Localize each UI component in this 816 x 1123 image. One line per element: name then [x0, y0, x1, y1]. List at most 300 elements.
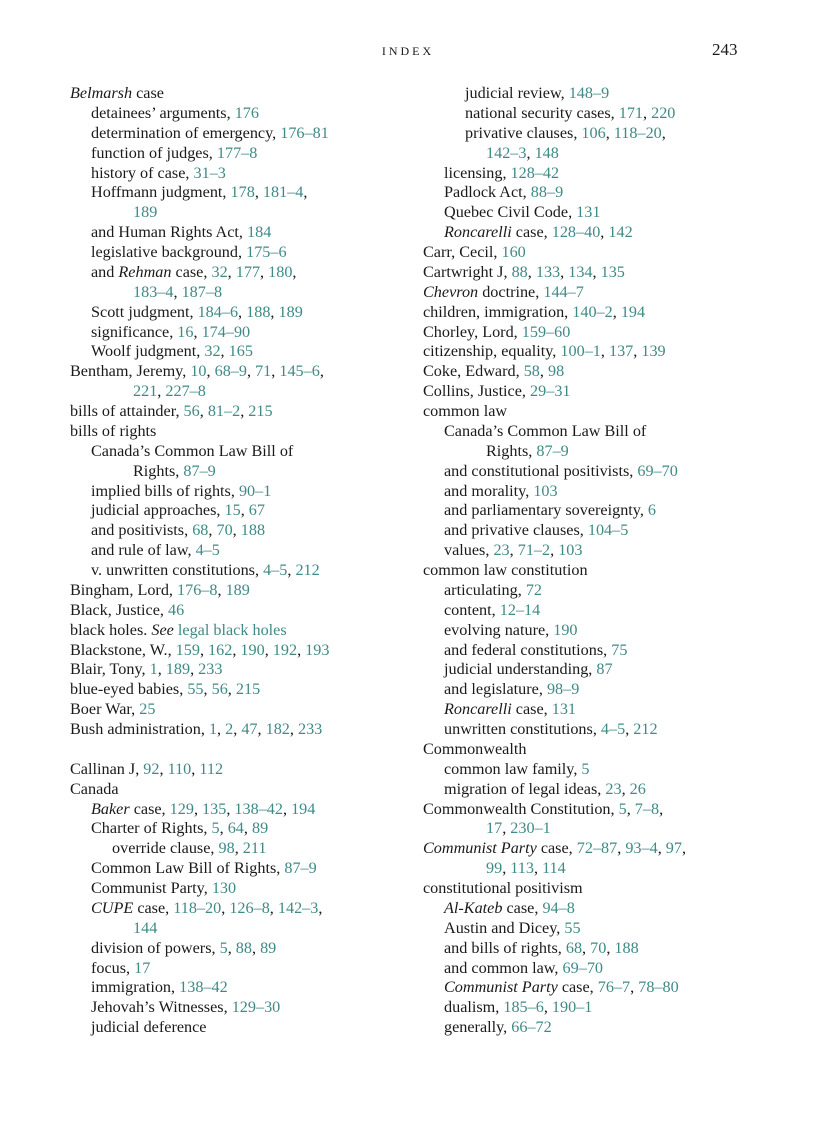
italic-term: Al-Kateb	[444, 898, 503, 917]
page-reference-link[interactable]: 88–9	[530, 183, 564, 202]
index-subentry	[70, 323, 420, 343]
entry-text: Chorley, Lord,	[423, 322, 522, 341]
page-reference-link[interactable]: 148–9	[568, 84, 610, 102]
index-subentry	[70, 164, 420, 184]
page-reference-link[interactable]: 220	[651, 103, 676, 122]
entry-text: case,	[502, 898, 543, 917]
page-reference-link[interactable]: 177	[235, 262, 261, 281]
page-reference-link[interactable]: 182	[265, 720, 290, 738]
entry-text: judicial deference	[91, 1018, 207, 1037]
page-reference-link[interactable]: 112	[199, 759, 224, 778]
page-reference-link[interactable]: 71	[255, 362, 272, 381]
page-reference-link[interactable]: 178	[230, 183, 255, 202]
index-entry	[70, 601, 420, 621]
page-reference-link[interactable]: 58	[523, 362, 540, 381]
index-entry-continuation	[70, 919, 420, 939]
entry-text: ,	[240, 501, 249, 520]
page-reference-link[interactable]: 162	[208, 640, 233, 659]
entry-text: and parliamentary sovereignty,	[444, 501, 648, 520]
page-reference-link[interactable]: 16	[177, 322, 194, 341]
index-subentry	[70, 223, 420, 243]
page-reference-link[interactable]: 194	[620, 302, 646, 321]
entry-text: ,	[173, 282, 182, 301]
index-entry	[423, 303, 773, 323]
entry-text: common law family,	[444, 759, 582, 778]
index-subentry	[70, 263, 420, 283]
page-reference-link[interactable]: 212	[633, 720, 658, 738]
page-reference-link[interactable]: 142–3	[277, 898, 319, 917]
page-reference-link[interactable]: 70	[590, 938, 607, 957]
index-subentry	[423, 501, 773, 521]
page-reference-link[interactable]: 66–72	[511, 1018, 552, 1037]
page-reference-link[interactable]: 129–30	[231, 998, 281, 1017]
page-reference-link[interactable]: 23	[605, 779, 622, 798]
page-reference-link[interactable]: 233	[198, 660, 223, 679]
entry-text: ,	[318, 898, 323, 917]
entry-text: Bingham, Lord,	[70, 580, 178, 599]
entry-text: ,	[509, 541, 518, 560]
page-reference-link[interactable]: 88	[235, 938, 252, 957]
page-reference-link[interactable]: 56	[211, 680, 228, 699]
index-subentry	[423, 462, 773, 482]
entry-text: ,	[643, 103, 652, 122]
entry-text: Quebec Civil Code,	[444, 203, 577, 222]
page-reference-link[interactable]: 215	[235, 680, 261, 699]
page-reference-link[interactable]: 227–8	[165, 382, 206, 401]
entry-text: Common Law Bill of Rights,	[91, 859, 285, 878]
page-reference-link[interactable]: 98–9	[546, 680, 580, 699]
page-reference-link[interactable]: 159	[175, 640, 200, 659]
page-reference-link[interactable]: 2	[225, 720, 234, 738]
page-reference-link[interactable]: 5	[219, 938, 228, 957]
page-reference-link[interactable]: 160	[501, 243, 526, 261]
page-reference-link[interactable]: 144–7	[543, 282, 584, 301]
entry-text: bills of attainder,	[70, 402, 184, 420]
entry-text: Canada	[70, 779, 119, 798]
index-entry-continuation	[70, 203, 420, 223]
index-subentry	[70, 183, 420, 203]
entry-text: case,	[129, 799, 170, 818]
page-reference-link[interactable]: 185–6	[503, 998, 544, 1017]
index-subentry	[423, 124, 773, 144]
entry-text: articulating,	[444, 580, 526, 599]
entry-text: migration of legal ideas,	[444, 779, 606, 798]
page-reference-link[interactable]: 118–20	[173, 898, 222, 917]
entry-text: Canada’s Common Law Bill of	[91, 441, 294, 460]
page-reference-link[interactable]: 89	[251, 819, 269, 838]
index-entry	[70, 680, 420, 700]
page-reference-link[interactable]: 87–9	[536, 441, 569, 460]
entry-text: legislative background,	[91, 243, 247, 261]
page-reference-link[interactable]: 176–81	[280, 123, 329, 142]
index-entry	[70, 760, 420, 780]
entry-text: ,	[234, 839, 243, 858]
index-subentry	[423, 660, 773, 680]
entry-text: ,	[625, 720, 634, 738]
entry-text: ,	[227, 938, 236, 957]
page-reference-link[interactable]: 89	[260, 938, 277, 957]
page-reference-link[interactable]: 221	[133, 382, 158, 401]
page-reference-link[interactable]: 98	[547, 362, 565, 381]
page-reference-link[interactable]: 110	[167, 759, 192, 778]
entry-text: immigration,	[91, 978, 180, 997]
index-subentry	[423, 183, 773, 203]
index-entry	[423, 879, 773, 899]
entry-text: and bills of rights,	[444, 938, 566, 957]
entry-text: history of case,	[91, 163, 194, 182]
page-reference-link[interactable]: 233	[297, 720, 323, 738]
page-reference-link[interactable]: 7–8	[634, 799, 660, 818]
page-reference-link[interactable]: 181–4	[262, 183, 304, 202]
page-reference-link[interactable]: 138–42	[179, 978, 228, 997]
entry-text: ,	[260, 262, 269, 281]
page-reference-link[interactable]: 188	[240, 521, 266, 540]
entry-text: content,	[444, 600, 500, 619]
page-reference-link[interactable]: 190	[553, 620, 578, 639]
entry-text: ,	[206, 362, 215, 381]
entry-text: Carr, Cecil,	[423, 243, 502, 261]
page-reference-link[interactable]: 64	[227, 819, 244, 838]
index-entry	[423, 323, 773, 343]
page-reference-link[interactable]: 15	[224, 501, 241, 520]
entry-text: judicial approaches,	[91, 501, 225, 520]
entry-text: determination of emergency,	[91, 123, 281, 142]
entry-text: ,	[502, 859, 511, 878]
italic-term: Communist Party	[423, 839, 537, 858]
entry-text: ,	[605, 123, 614, 142]
page-reference-link[interactable]: 118–20	[613, 123, 662, 142]
index-entry	[423, 243, 773, 263]
page-reference-link[interactable]: 56	[183, 402, 200, 420]
page-reference-link[interactable]: 194	[291, 799, 316, 818]
index-subentry	[423, 541, 773, 561]
page-reference-link[interactable]: 177–8	[216, 143, 258, 162]
running-header: INDEX	[381, 44, 435, 58]
entry-text: ,	[240, 402, 249, 420]
page-reference-link[interactable]: 165	[228, 342, 253, 361]
entry-text: ,	[199, 640, 209, 659]
page-reference-link[interactable]: 171	[618, 103, 644, 122]
page-reference-link[interactable]: 68–9	[214, 362, 247, 381]
page-reference-link[interactable]: 113	[510, 859, 534, 878]
index-entry	[423, 561, 773, 581]
page-reference-link[interactable]: 130	[211, 879, 237, 897]
index-entry	[70, 581, 420, 601]
page-reference-link[interactable]: 104–5	[587, 521, 629, 540]
page-number: 243	[712, 40, 738, 59]
page-reference-link[interactable]: 159–60	[521, 322, 571, 341]
entry-text: ,	[233, 720, 242, 738]
index-entry	[423, 800, 773, 820]
page-reference-link[interactable]: 140–2	[572, 302, 613, 321]
page-reference-link[interactable]: 68	[565, 938, 583, 957]
page-reference-link[interactable]: 190	[240, 640, 265, 659]
index-subentry	[70, 144, 420, 164]
page-reference-link[interactable]: 212	[295, 561, 320, 579]
page-reference-link[interactable]: 176	[234, 103, 259, 122]
index-entry	[70, 422, 420, 442]
page-reference-link[interactable]: 72	[525, 580, 542, 599]
entry-text: ,	[221, 898, 230, 917]
page-reference-link[interactable]: 4–5	[600, 720, 626, 738]
page-reference-link[interactable]: 139	[641, 342, 666, 361]
page-reference-link[interactable]: 25	[139, 700, 156, 719]
page-reference-link[interactable]: 189	[133, 203, 158, 222]
page-reference-link[interactable]: 67	[248, 501, 265, 520]
page-reference-link[interactable]: 211	[242, 839, 267, 858]
page-reference-link[interactable]: 75	[611, 640, 628, 659]
entry-text: detainees’ arguments,	[91, 103, 235, 122]
entry-text: ,	[271, 362, 280, 381]
page-reference-link[interactable]: 176–8	[177, 580, 218, 599]
page-reference-link[interactable]: 78–80	[638, 978, 679, 997]
page-reference-link[interactable]: 88	[511, 262, 528, 281]
page-reference-link[interactable]: 215	[248, 402, 273, 420]
page-reference-link[interactable]: 17	[134, 958, 151, 977]
entry-text: national security cases,	[465, 103, 619, 122]
entry-text: ,	[254, 183, 263, 202]
entry-text: and	[91, 262, 119, 281]
page-reference-link[interactable]: 87–9	[183, 461, 216, 480]
page-reference-link[interactable]: 5	[211, 819, 220, 838]
page-reference-link[interactable]: 189	[165, 660, 191, 679]
page-reference-link[interactable]: 174–90	[201, 322, 251, 341]
page-reference-link[interactable]: 6	[647, 501, 657, 520]
entry-text: ,	[626, 799, 635, 818]
index-entry	[70, 780, 420, 800]
page-reference-link[interactable]: 230–1	[510, 819, 551, 838]
entry-text: Bentham, Jeremy,	[70, 362, 191, 381]
page-reference-link[interactable]: 5	[581, 759, 590, 778]
index-entry	[70, 700, 420, 720]
index-entry	[423, 342, 773, 362]
page-reference-link[interactable]: 10	[190, 362, 207, 381]
index-subentry	[423, 621, 773, 641]
italic-term: Belmarsh	[70, 84, 133, 102]
page-reference-link[interactable]: 55	[187, 680, 204, 699]
page-reference-link[interactable]: 47	[241, 720, 258, 738]
page-reference-link[interactable]: 129	[169, 799, 194, 818]
page-reference-link[interactable]: 131	[576, 203, 601, 222]
page-reference-link[interactable]: 192	[272, 640, 298, 659]
entry-text: ,	[282, 799, 292, 818]
page-reference-link[interactable]: 4–5	[263, 561, 288, 579]
page-reference-link[interactable]: 114	[542, 859, 566, 878]
page-reference-link[interactable]: 100–1	[560, 342, 601, 361]
index-entry-continuation	[70, 283, 420, 303]
page-reference-link[interactable]: 134	[568, 262, 593, 281]
page-reference-link[interactable]: 128–40	[551, 223, 601, 242]
page-reference-link[interactable]: 72–87	[576, 839, 618, 858]
entry-text: licensing,	[444, 163, 511, 182]
page-reference-link[interactable]: 131	[551, 700, 577, 719]
entry-text: dualism,	[444, 998, 504, 1017]
entry-text: and constitutional positivists,	[444, 461, 638, 480]
entry-text: black holes.	[70, 620, 152, 639]
entry-text: focus,	[91, 958, 135, 977]
page-reference-link[interactable]: 183–4	[133, 282, 174, 301]
entry-text: ,	[621, 779, 630, 798]
index-subentry	[423, 482, 773, 502]
entry-text: Commonwealth	[423, 739, 527, 758]
page-reference-link[interactable]: 69–70	[637, 461, 678, 480]
page-reference-link[interactable]: 189	[278, 302, 303, 321]
entry-text: case,	[536, 839, 577, 858]
page-reference-link[interactable]: 188	[246, 302, 271, 321]
page-reference-link[interactable]: 126–8	[229, 898, 270, 917]
entry-text: ,	[657, 839, 666, 858]
index-subentry	[423, 760, 773, 780]
index-entry	[423, 382, 773, 402]
page-reference-link[interactable]: 1	[208, 720, 218, 738]
page-reference-link[interactable]: 189	[225, 580, 250, 599]
page-reference-link[interactable]: legal black holes	[173, 620, 287, 639]
index-subentry	[423, 720, 773, 740]
page-reference-link[interactable]: 98	[218, 839, 235, 858]
italic-term: Chevron	[423, 282, 479, 301]
page-reference-link[interactable]: 188	[614, 938, 639, 957]
page-reference-link[interactable]: 92	[143, 759, 160, 778]
entry-text: ,	[217, 580, 226, 599]
entry-text: ,	[319, 362, 324, 381]
index-entry-continuation	[70, 382, 420, 402]
page-reference-link[interactable]: 70	[216, 521, 233, 540]
page-reference-link[interactable]: 180	[268, 262, 293, 281]
page-reference-link[interactable]: 1	[149, 660, 158, 679]
entry-text: Collins, Justice,	[423, 382, 531, 401]
index-entry	[423, 263, 773, 283]
page-reference-link[interactable]: 26	[629, 779, 646, 798]
index-group-gap	[70, 740, 420, 760]
entry-text: ,	[193, 322, 202, 341]
index-subentry	[423, 780, 773, 800]
page-reference-link[interactable]: 175–6	[246, 243, 287, 261]
page-reference-link[interactable]: 97	[665, 839, 682, 858]
page-reference-link[interactable]: 81–2	[207, 402, 241, 420]
page-reference-link[interactable]: 144	[133, 918, 158, 937]
page-reference-link[interactable]: 148	[534, 143, 559, 162]
entry-text: ,	[191, 759, 200, 778]
index-subentry	[423, 601, 773, 621]
page-reference-link[interactable]: 193	[305, 640, 330, 659]
page-reference-link[interactable]: 76–7	[597, 978, 631, 997]
page-reference-link[interactable]: 142	[608, 223, 633, 242]
page-reference-link[interactable]: 32	[204, 342, 221, 361]
entry-text: override clause,	[112, 839, 219, 858]
page-reference-link[interactable]: 103	[558, 541, 583, 560]
page-reference-link[interactable]: 138–42	[234, 799, 283, 818]
entry-text: ,	[226, 799, 235, 818]
entry-text: Canada’s Common Law Bill of	[444, 421, 647, 440]
entry-text: case,	[511, 700, 552, 719]
page-reference-link[interactable]: 106	[581, 123, 606, 142]
entry-text: Rights,	[486, 441, 537, 460]
entry-text: ,	[612, 302, 621, 321]
page-reference-link[interactable]: 32	[211, 262, 228, 281]
page-reference-link[interactable]: 99	[486, 859, 503, 878]
page-reference-link[interactable]: 55	[564, 918, 581, 937]
entry-text: unwritten constitutions,	[444, 720, 601, 738]
page-reference-link[interactable]: 184	[247, 223, 272, 242]
page-reference-link[interactable]: 90–1	[238, 481, 272, 500]
page-reference-link[interactable]: 68	[192, 521, 209, 540]
page-reference-link[interactable]: 187–8	[181, 282, 223, 301]
entry-text: Callinan J,	[70, 759, 144, 778]
entry-text: constitutional positivism	[423, 879, 583, 897]
index-subentry	[423, 84, 773, 104]
page-reference-link[interactable]: 145–6	[279, 362, 320, 381]
page-reference-link[interactable]: 5	[618, 799, 627, 818]
entry-text: Communist Party,	[91, 879, 212, 897]
page-reference-link[interactable]: 69–70	[562, 958, 603, 977]
entry-text: ,	[502, 819, 511, 838]
index-entry-continuation	[423, 819, 773, 839]
index-subentry	[70, 303, 420, 323]
page-reference-link[interactable]: 135	[202, 799, 227, 818]
entry-text: evolving nature,	[444, 620, 554, 639]
page-reference-link[interactable]: 4–5	[195, 541, 220, 560]
index-subentry	[423, 700, 773, 720]
page-reference-link[interactable]: 87–9	[284, 859, 317, 878]
page-reference-link[interactable]: 31–3	[193, 163, 226, 182]
page-reference-link[interactable]: 184–6	[197, 302, 239, 321]
page-reference-link[interactable]: 137	[608, 342, 634, 361]
page-reference-link[interactable]: 94–8	[542, 898, 575, 917]
entry-text: ,	[600, 223, 609, 242]
index-entry-continuation	[70, 462, 420, 482]
index-subentry	[70, 939, 420, 959]
entry-text: ,	[533, 859, 543, 878]
entry-text: case,	[133, 898, 174, 917]
index-entry-continuation	[423, 144, 773, 164]
index-column-left	[70, 84, 420, 1038]
page-reference-link[interactable]: 23	[493, 541, 510, 560]
page-reference-link[interactable]: 12–14	[499, 600, 541, 619]
page-reference-link[interactable]: 142–3	[486, 143, 527, 162]
entry-text: ,	[243, 819, 252, 838]
index-entry	[70, 362, 420, 382]
page-reference-link[interactable]: 71–2	[517, 541, 551, 560]
entry-text: case,	[557, 978, 598, 997]
index-entry	[70, 720, 420, 740]
entry-text: Jehovah’s Witnesses,	[91, 998, 232, 1017]
page-reference-link[interactable]: 46	[168, 600, 185, 619]
page-reference-link[interactable]: 133	[535, 262, 561, 281]
entry-text: citizenship, equality,	[423, 342, 561, 361]
page-reference-link[interactable]: 128–42	[510, 163, 560, 182]
index-subentry	[423, 164, 773, 184]
index-subentry	[423, 223, 773, 243]
page-reference-link[interactable]: 103	[533, 481, 558, 500]
entry-text: judicial understanding,	[444, 660, 597, 679]
page-reference-link[interactable]: 87	[596, 660, 613, 679]
entry-text: implied bills of rights,	[91, 481, 239, 500]
entry-text: ,	[251, 938, 261, 957]
index-entry	[423, 839, 773, 859]
index-subentry	[70, 243, 420, 263]
index-subentry	[70, 501, 420, 521]
page-reference-link[interactable]: 93–4	[625, 839, 658, 858]
page-reference-link[interactable]: 190–1	[551, 998, 593, 1017]
entry-text: ,	[617, 839, 626, 858]
page-reference-link[interactable]: 29–31	[530, 382, 571, 401]
italic-term: Communist Party	[444, 978, 558, 997]
page-reference-link[interactable]: 17	[486, 819, 503, 838]
entry-text: privative clauses,	[465, 123, 582, 142]
index-subentry	[70, 839, 420, 859]
index-subentry	[70, 104, 420, 124]
page-reference-link[interactable]: 135	[600, 262, 625, 281]
